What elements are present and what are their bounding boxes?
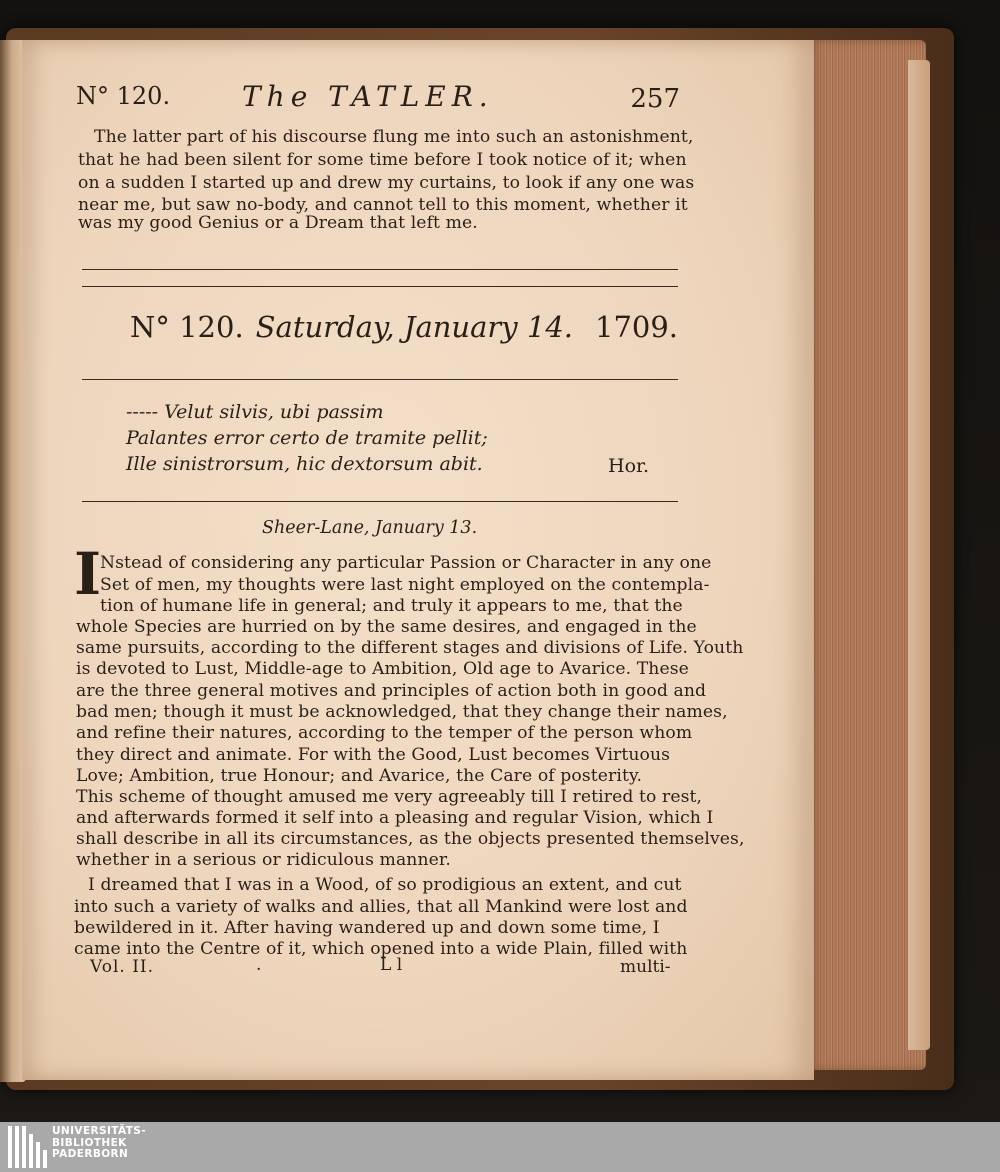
paragraph-line: Nstead of considering any particular Passion or Character in any one bbox=[100, 553, 712, 573]
library-footer-bar bbox=[0, 1122, 1000, 1172]
paragraph-line: shall describe in all its circumstances, as the objects presented themselves, bbox=[76, 829, 745, 849]
paragraph-line: tion of humane life in general; and truly it appears to me, that the bbox=[100, 596, 683, 616]
paragraph-line: came into the Centre of it, which opened into a wide Plain, filled with bbox=[74, 939, 688, 959]
paragraph-line: I dreamed that I was in a Wood, of so prodigious an extent, and cut bbox=[88, 875, 682, 895]
motto-rule bbox=[82, 501, 678, 502]
continuation-line: on a sudden I started up and drew my curtains, to look if any one was bbox=[78, 173, 695, 193]
library-logo-text bbox=[52, 1126, 146, 1161]
continuation-line: near me, but saw no-body, and cannot tell to this moment, whether it bbox=[78, 195, 688, 215]
logo-line: BIBLIOTHEK bbox=[52, 1136, 127, 1149]
double-rule-top bbox=[82, 269, 678, 270]
fore-edge-highlight bbox=[908, 60, 930, 1050]
motto-line: Palantes error certo de tramite pellit; bbox=[126, 427, 488, 449]
continuation-line: was my good Genius or a Dream that left me. bbox=[78, 213, 478, 233]
running-head-number: N° 120. bbox=[76, 82, 171, 110]
issue-year: 1709. bbox=[595, 310, 679, 344]
paragraph-line: and refine their natures, according to the temper of the person whom bbox=[76, 723, 693, 743]
issue-date: Saturday, January 14. bbox=[255, 310, 573, 344]
logo-line: UNIVERSITÄTS- bbox=[52, 1125, 147, 1137]
library-logo-icon bbox=[8, 1126, 48, 1168]
paragraph-line: whole Species are hurried on by the same desires, and engaged in the bbox=[76, 617, 697, 637]
paragraph-line: is devoted to Lust, Middle-age to Ambition, Old age to Avarice. These bbox=[76, 659, 689, 679]
paragraph-line: they direct and animate. For with the Good, Lust becomes Virtuous bbox=[76, 745, 671, 765]
drop-cap: I bbox=[74, 540, 102, 608]
running-head-title: The TATLER. bbox=[242, 80, 494, 113]
issue-heading bbox=[130, 310, 678, 344]
paragraph-line: Love; Ambition, true Honour; and Avarice, the Care of posterity. bbox=[76, 766, 643, 786]
paragraph-line: into such a variety of walks and allies, that all Mankind were lost and bbox=[74, 897, 688, 917]
motto-line: Ille sinistrorsum, hic dextorsum abit. bbox=[126, 453, 483, 475]
continuation-line: The latter part of his discourse flung me into such an astonishment, bbox=[94, 127, 694, 147]
volume-marker: Vol. II. bbox=[90, 957, 155, 977]
double-rule-bottom bbox=[82, 286, 678, 287]
page-number: 257 bbox=[630, 84, 680, 114]
issue-number: N° 120. bbox=[130, 310, 244, 344]
paragraph-line: same pursuits, according to the different stages and divisions of Life. Youth bbox=[76, 638, 744, 658]
paragraph-line: bewildered in it. After having wandered up and down some time, I bbox=[74, 918, 660, 938]
footer-dot: . bbox=[256, 955, 262, 975]
motto-attribution: Hor. bbox=[608, 455, 650, 477]
paragraph-line: Set of men, my thoughts were last night employed on the contempla- bbox=[100, 575, 710, 595]
paragraph-line: This scheme of thought amused me very agreeably till I retired to rest, bbox=[76, 787, 703, 807]
logo-line: PADERBORN bbox=[52, 1148, 129, 1160]
running-head bbox=[76, 82, 680, 116]
motto-line: ----- Velut silvis, ubi passim bbox=[126, 401, 384, 423]
heading-rule bbox=[82, 379, 678, 380]
catchword: multi- bbox=[620, 957, 671, 977]
paragraph-line: and afterwards formed it self into a pleasing and regular Vision, which I bbox=[76, 808, 714, 828]
continuation-line: that he had been silent for some time before I took notice of it; when bbox=[78, 150, 687, 170]
signature-mark: L l bbox=[380, 955, 403, 975]
paragraph-line: are the three general motives and principles of action both in good and bbox=[76, 681, 707, 701]
paragraph-line: whether in a serious or ridiculous manner. bbox=[76, 850, 451, 870]
dateline: Sheer-Lane, January 13. bbox=[262, 518, 478, 538]
paragraph-line: bad men; though it must be acknowledged, that they change their names, bbox=[76, 702, 728, 722]
